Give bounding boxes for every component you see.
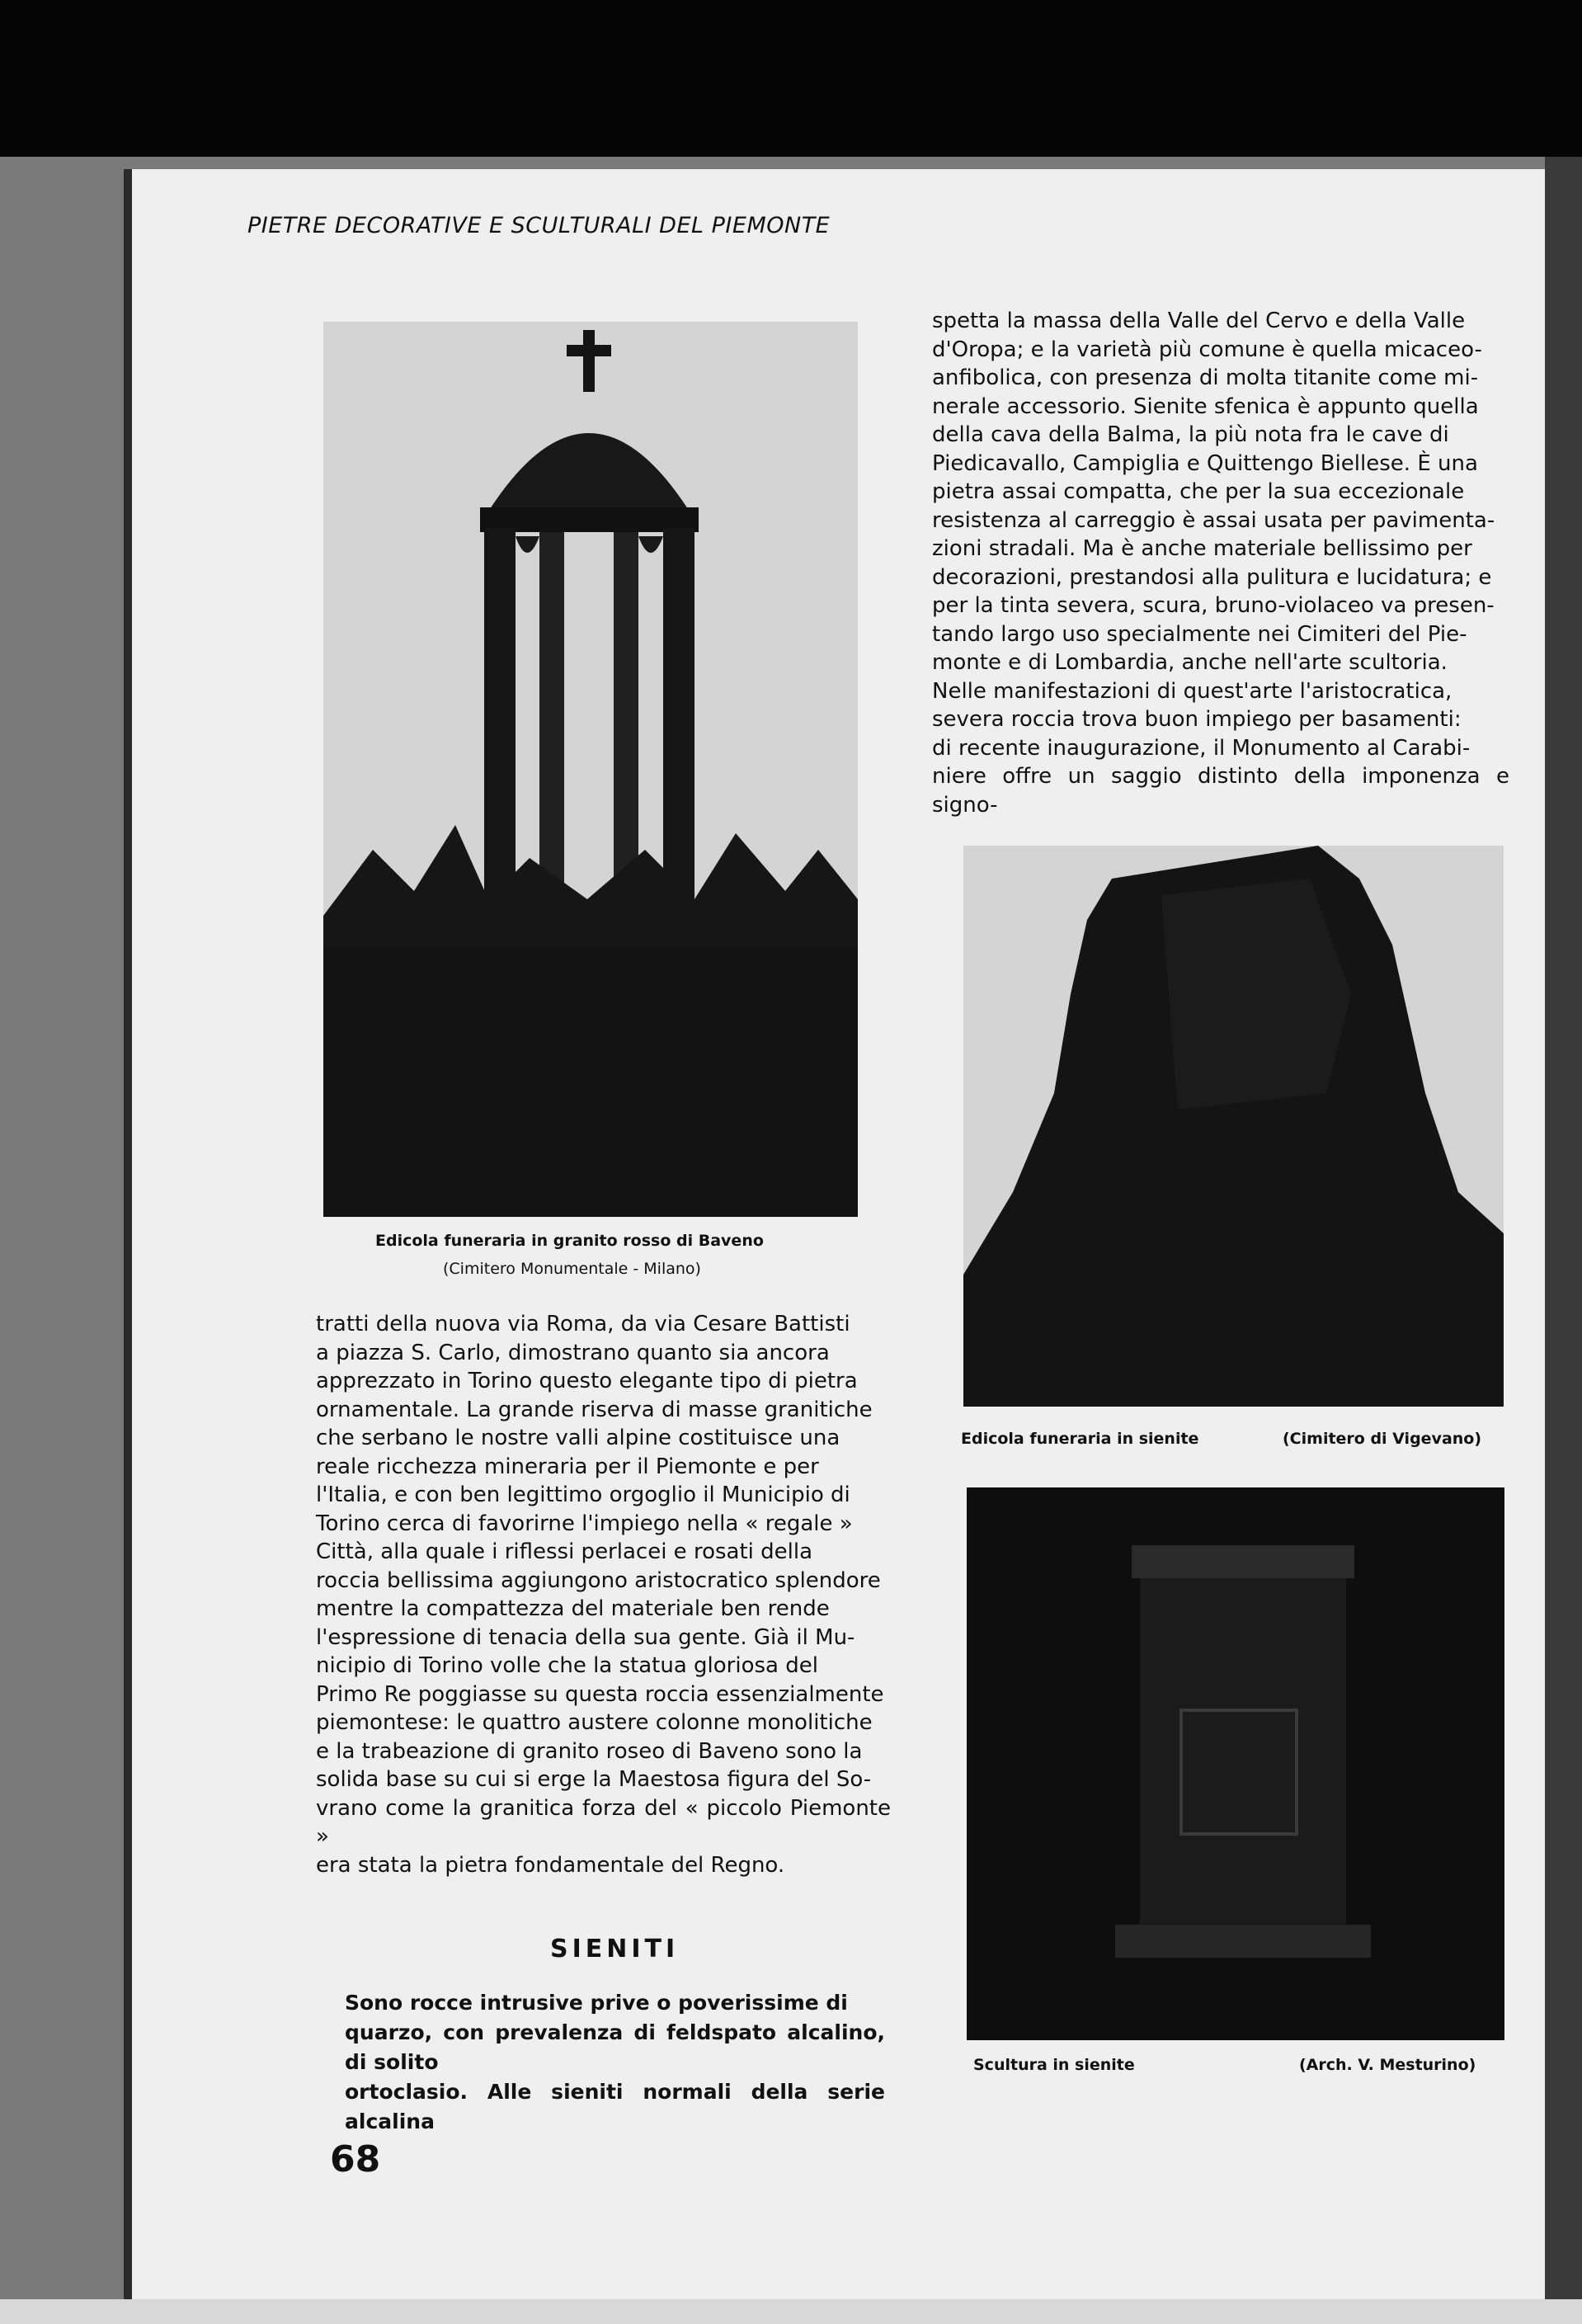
- text-line: tando largo uso specialmente nei Cimiteri del Pie-: [932, 621, 1467, 647]
- caption-photo2-title: Edicola funeraria in sienite: [961, 1430, 1199, 1448]
- text-line: Torino cerca di favorirne l'impiego nella « regale »: [316, 1511, 853, 1536]
- caption-photo3-title: Scultura in sienite: [973, 2056, 1135, 2074]
- bottom-text-column: [345, 1988, 885, 2137]
- caption-photo1-title: Edicola funeraria in granito rosso di Baveno: [375, 1232, 764, 1250]
- text-line: di recente inaugurazione, il Monumento al Carabi-: [932, 735, 1471, 761]
- text-line: l'espressione di tenacia della sua gente. Già il Mu-: [316, 1624, 855, 1650]
- caption-photo2-sub: (Cimitero di Vigevano): [1283, 1430, 1482, 1448]
- scan-dark-border: [0, 0, 1582, 157]
- text-line: monte e di Lombardia, anche nell'arte scultoria.: [932, 650, 1448, 675]
- page-number: 68: [330, 2138, 381, 2180]
- text-line: spetta la massa della Valle del Cervo e della Valle: [932, 309, 1466, 333]
- text-line: nerale accessorio. Sienite sfenica è appunto quella: [932, 394, 1479, 419]
- text-line: decorazioni, prestandosi alla pulitura e lucidatura; e: [932, 564, 1492, 590]
- text-line: mentre la compattezza del materiale ben rende: [316, 1596, 830, 1621]
- text-line: tratti della nuova via Roma, da via Cesare Battisti: [316, 1312, 850, 1336]
- photo-funerary-building: [963, 846, 1504, 1407]
- text-line: che serbano le nostre valli alpine costituisce una: [316, 1426, 840, 1450]
- text-line: piemontese: le quattro austere colonne monolitiche: [316, 1710, 873, 1735]
- text-line: era stata la pietra fondamentale del Regno.: [316, 1852, 785, 1878]
- text-line: e la trabeazione di granito roseo di Baveno sono la: [316, 1738, 863, 1764]
- text-line: resistenza al carreggio è assai usata per pavimenta-: [932, 507, 1495, 533]
- photo-funerary-temple: [323, 322, 858, 1217]
- text-line: Città, alla quale i riflessi perlacei e rosati della: [316, 1539, 813, 1564]
- text-line: solida base su cui si erge la Maestosa figura del So-: [316, 1767, 872, 1792]
- text-line: nicipio di Torino volle che la statua gloriosa del: [316, 1653, 818, 1678]
- scan-bottom-edge: [0, 2299, 1582, 2324]
- photo-sculpture: [967, 1487, 1504, 2040]
- text-line: Piedicavallo, Campiglia e Quittengo Biellese. È una: [932, 450, 1478, 476]
- text-line: a piazza S. Carlo, dimostrano quanto sia ancora: [316, 1340, 830, 1365]
- text-line: severa roccia trova buon impiego per basamenti:: [932, 707, 1462, 732]
- right-text-column: [932, 307, 1509, 819]
- section-heading: SIENITI: [550, 1935, 680, 1963]
- text-line: Nelle manifestazioni di quest'arte l'aristocratica,: [932, 678, 1453, 704]
- caption-photo1-sub: (Cimitero Monumentale - Milano): [443, 1260, 701, 1278]
- text-line: zioni stradali. Ma è anche materiale bellissimo per: [932, 536, 1472, 561]
- text-line: vrano come la granitica forza del « piccolo Piemonte »: [316, 1795, 891, 1849]
- running-head: PIETRE DECORATIVE E SCULTURALI DEL PIEMONTE: [247, 213, 831, 238]
- text-line: anfibolica, con presenza di molta titanite come mi-: [932, 365, 1479, 390]
- text-line: Sono rocce intrusive prive o poverissime di: [345, 1991, 848, 2015]
- text-line: ornamentale. La grande riserva di masse granitiche: [316, 1397, 873, 1422]
- text-line: apprezzato in Torino questo elegante tipo di pietra: [316, 1369, 858, 1393]
- text-line: ortoclasio. Alle sieniti normali della serie alcalina: [345, 2080, 885, 2133]
- text-line: d'Oropa; e la varietà più comune è quella micaceo-: [932, 337, 1482, 362]
- text-line: per la tinta severa, scura, bruno-violaceo va presen-: [932, 593, 1495, 618]
- text-line: l'Italia, e con ben legittimo orgoglio il Municipio di: [316, 1483, 850, 1507]
- text-line: quarzo, con prevalenza di feldspato alcalino, di solito: [345, 2020, 885, 2074]
- text-line: reale ricchezza mineraria per il Piemonte e per: [316, 1454, 819, 1479]
- text-line: pietra assai compatta, che per la sua eccezionale: [932, 479, 1465, 504]
- text-line: roccia bellissima aggiungono aristocratico splendore: [316, 1567, 881, 1593]
- caption-photo3-sub: (Arch. V. Mesturino): [1299, 2056, 1476, 2074]
- text-line: della cava della Balma, la più nota fra le cave di: [932, 422, 1449, 447]
- left-text-column: [316, 1310, 891, 1879]
- text-line: niere offre un saggio distinto della imponenza e signo-: [932, 764, 1509, 818]
- scan-right-edge: [1545, 157, 1582, 2324]
- text-line: Primo Re poggiasse su questa roccia essenzialmente: [316, 1681, 884, 1707]
